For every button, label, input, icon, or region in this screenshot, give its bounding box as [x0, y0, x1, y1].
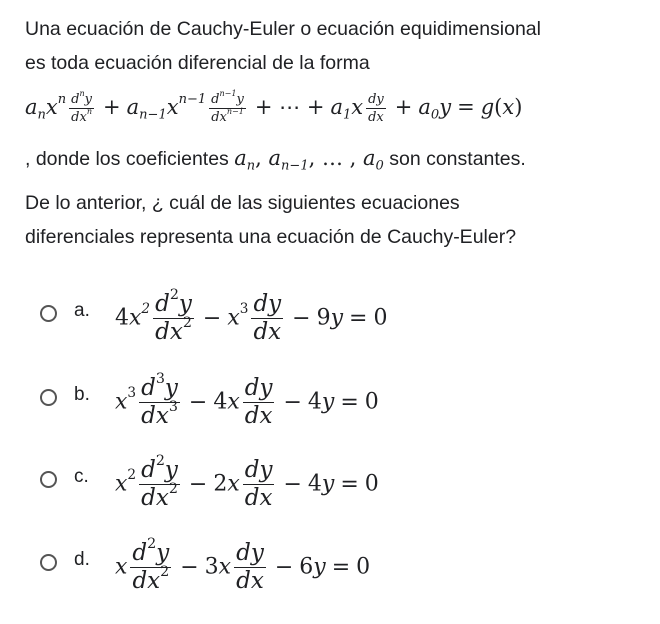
option-b-radio[interactable]: [40, 389, 57, 406]
prompt-line-2: diferenciales representa una ecuación de Cauchy-Euler?: [25, 226, 517, 248]
option-c[interactable]: [40, 452, 640, 526]
option-d-radio[interactable]: [40, 554, 57, 571]
option-d-equation: x $\frac{d^2y}{dx^2}$ − 3x $\frac{dy}{dx}$ − 6y = 0: [115, 535, 371, 594]
option-b-letter: b.: [74, 384, 90, 405]
option-c-letter: c.: [74, 466, 89, 487]
coefficients-list: $a_n$, $a_{n-1}$, … , $a_0$: [234, 146, 384, 174]
option-a[interactable]: [40, 286, 640, 360]
coefficients-line: [25, 141, 644, 176]
intro-line-2: es toda ecuación diferencial de la forma: [25, 52, 370, 74]
intro-line-1: Una ecuación de Cauchy-Euler o ecuación equidimensional: [25, 18, 541, 40]
coefficients-suffix: son constantes.: [389, 148, 526, 170]
option-d[interactable]: [40, 535, 640, 609]
option-b-equation: $x^3$ $\frac{d^3y}{dx^3}$ − 4x $\frac{dy}{dx}$ − 4y = 0: [115, 370, 379, 429]
option-a-letter: a.: [74, 300, 90, 321]
option-c-equation: $x^2$ $\frac{d^2y}{dx^2}$ − 2x $\frac{dy}{dx}$ − 4y = 0: [115, 452, 379, 511]
option-a-equation: $4x^2$ $\frac{d^2y}{dx^2}$ − $x^3$ $\frac{dy}{dx}$ − 9y = 0: [115, 286, 388, 345]
option-c-radio[interactable]: [40, 471, 57, 488]
option-b[interactable]: [40, 370, 640, 444]
coefficients-prefix: , donde los coeficientes: [25, 148, 229, 170]
option-d-letter: d.: [74, 549, 90, 570]
option-a-radio[interactable]: [40, 305, 57, 322]
cauchy-euler-general-equation: $a_nx^n$ $\frac{d^ny}{dx^n}$ + $a_{n-1}x^{n-1}$ $\frac{d^{n-1}y}{dx^{n-1}}$ + ⋯ + $a_1x$ $\frac{dy}{dx}$ + $a_0y = g(x)$: [25, 89, 523, 125]
prompt-line-1: De lo anterior, ¿ cuál de las siguientes ecuaciones: [25, 192, 460, 214]
